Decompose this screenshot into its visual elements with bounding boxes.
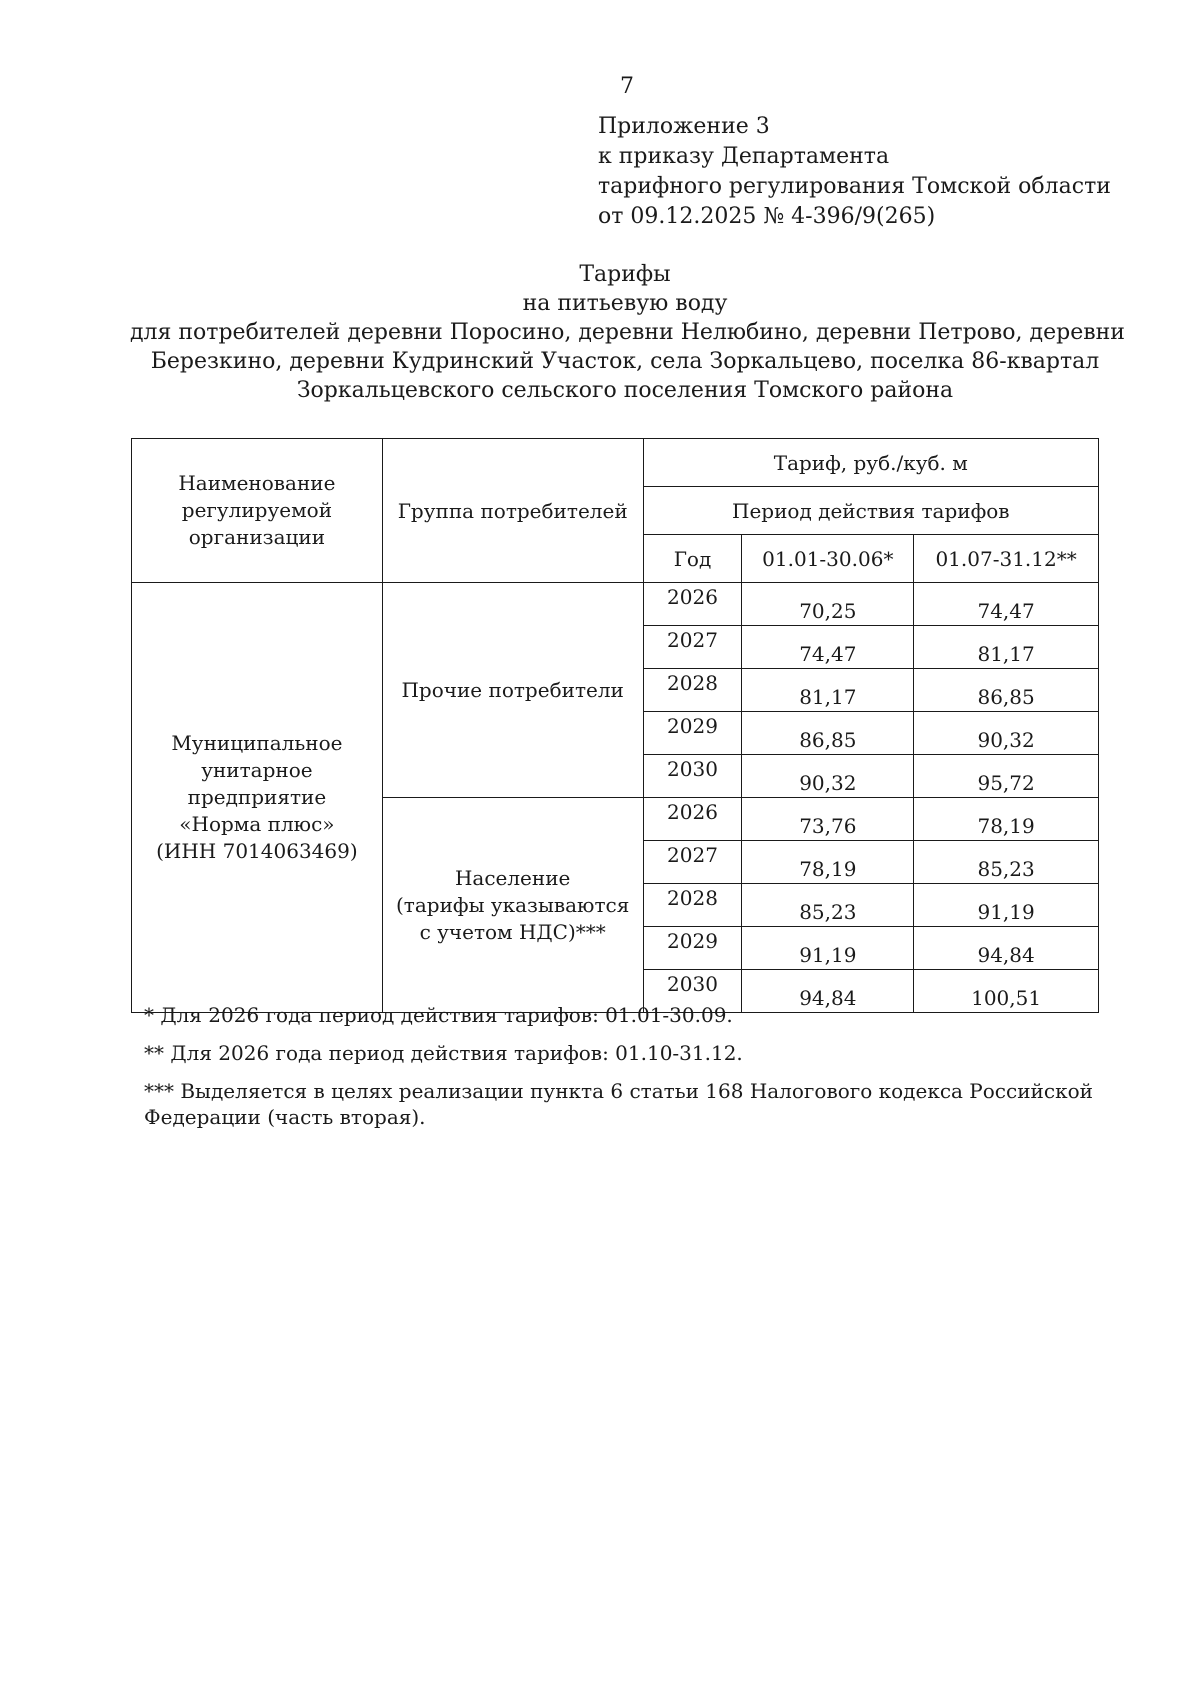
- tariff-value-2: 91,19: [914, 884, 1099, 927]
- tariff-value-1: 73,76: [742, 798, 914, 841]
- footnote-line: Федерации (часть вторая).: [144, 1105, 426, 1129]
- tariff-value-2: 74,47: [914, 583, 1099, 626]
- table-row: [132, 583, 1099, 626]
- tariff-value-1: 91,19: [742, 927, 914, 970]
- org-line: (ИНН 7014063469): [156, 839, 358, 863]
- consumer-group-cell: [382, 583, 643, 798]
- year-cell: 2026: [643, 798, 742, 841]
- group-line: с учетом НДС)***: [419, 919, 606, 944]
- tariff-value-2: 100,51: [914, 970, 1099, 1013]
- tariff-value-1: 94,84: [742, 970, 914, 1013]
- tariff-value-2: 94,84: [914, 927, 1099, 970]
- year-cell: 2029: [643, 712, 742, 755]
- header-group: Группа потребителей: [382, 439, 643, 583]
- appendix-line: тарифного регулирования Томской области: [598, 174, 1111, 199]
- org-line: унитарное: [201, 758, 313, 782]
- tariff-value-1: 78,19: [742, 841, 914, 884]
- page-number: 7: [620, 74, 634, 99]
- tariff-value-1: 86,85: [742, 712, 914, 755]
- title-line: Тарифы: [579, 262, 671, 287]
- footnotes: [144, 1002, 1104, 1142]
- header-org-line: регулируемой: [181, 498, 333, 522]
- footnote: * Для 2026 года период действия тарифов: 01.01-30.09.: [144, 1003, 733, 1027]
- tariff-value-1: 81,17: [742, 669, 914, 712]
- tariff-value-1: 85,23: [742, 884, 914, 927]
- tariff-table: [131, 438, 1099, 1013]
- tariff-value-2: 78,19: [914, 798, 1099, 841]
- consumer-group-cell: [382, 798, 643, 1013]
- appendix-line: к приказу Департамента: [598, 144, 890, 169]
- title-line: на питьевую воду: [522, 291, 728, 316]
- footnote: [144, 1078, 1104, 1130]
- year-cell: 2027: [643, 841, 742, 884]
- tariff-value-1: 74,47: [742, 626, 914, 669]
- org-name-cell: [132, 583, 383, 1013]
- group-line: Население: [454, 865, 571, 890]
- year-cell: 2030: [643, 970, 742, 1013]
- header-period: Период действия тарифов: [643, 487, 1098, 535]
- tariff-value-2: 95,72: [914, 755, 1099, 798]
- year-cell: 2030: [643, 755, 742, 798]
- header-org: [132, 439, 383, 583]
- year-cell: 2029: [643, 927, 742, 970]
- footnote: ** Для 2026 года период действия тарифов: 01.10-31.12.: [144, 1041, 743, 1065]
- appendix-line: от 09.12.2025 № 4-396/9(265): [598, 204, 936, 229]
- title-line: Зоркальцевского сельского поселения Томского района: [296, 378, 954, 403]
- year-cell: 2028: [643, 884, 742, 927]
- header-org-line: организации: [188, 525, 326, 549]
- title-line: Березкино, деревни Кудринский Участок, села Зоркальцево, поселка 86-квартал: [150, 349, 1100, 374]
- tariff-value-2: 86,85: [914, 669, 1099, 712]
- tariff-value-2: 90,32: [914, 712, 1099, 755]
- appendix-line: Приложение 3: [598, 114, 770, 139]
- header-period-1: 01.01-30.06*: [742, 535, 914, 583]
- year-cell: 2028: [643, 669, 742, 712]
- year-cell: 2027: [643, 626, 742, 669]
- appendix-reference: [598, 112, 1111, 232]
- header-row: [132, 439, 1099, 487]
- group-line: (тарифы указываются: [396, 892, 630, 917]
- title-line: для потребителей деревни Поросино, деревни Нелюбино, деревни Петрово, деревни: [130, 320, 1125, 345]
- tariff-value-1: 70,25: [742, 583, 914, 626]
- org-line: Муниципальное: [171, 731, 343, 755]
- footnote-line: *** Выделяется в целях реализации пункта 6 статьи 168 Налогового кодекса Российской: [144, 1079, 1093, 1103]
- group-line: Прочие потребители: [401, 677, 624, 702]
- year-cell: 2026: [643, 583, 742, 626]
- tariff-value-2: 81,17: [914, 626, 1099, 669]
- tariff-value-1: 90,32: [742, 755, 914, 798]
- header-year: Год: [643, 535, 742, 583]
- org-line: «Норма плюс»: [179, 812, 335, 836]
- document-title: [130, 260, 1125, 405]
- header-tariff: Тариф, руб./куб. м: [643, 439, 1098, 487]
- header-org-line: Наименование: [178, 471, 336, 495]
- tariff-value-2: 85,23: [914, 841, 1099, 884]
- header-period-2: 01.07-31.12**: [914, 535, 1099, 583]
- org-line: предприятие: [187, 785, 327, 809]
